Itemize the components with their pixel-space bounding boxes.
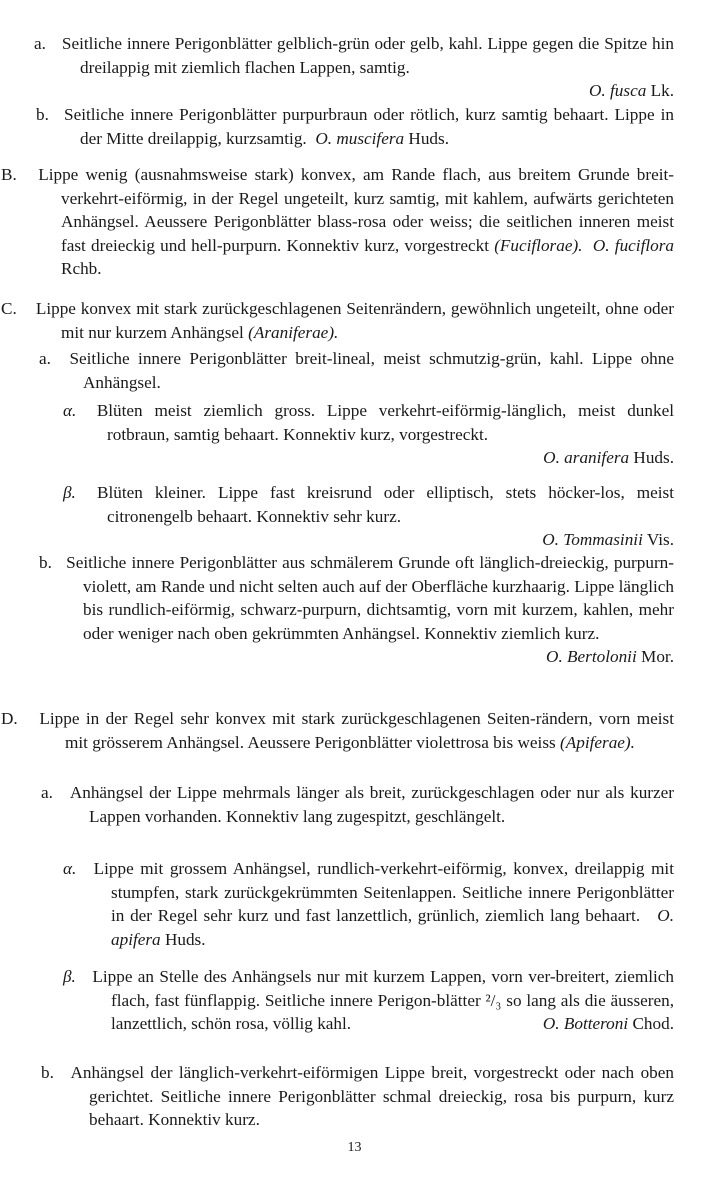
key-entry-B-fuciflorae: B. Lippe wenig (ausnahmsweise stark) konvex, am Rande flach, aus breitem Grunde breit-verkehrt-eiförmig, in der Regel ungeteilt, kurz samtig, mit kahlem, aufwärts gerichteten Anhängsel. Aeussere Perigonblätter blass-rosa oder weiss; die seitlichen inneren meist fast dreieckig und hell-purpurn. Konnektiv kurz, vorgestreckt (Fuciflorae). O. fuciflora Rchb. — [1, 165, 674, 279]
fraction: ²/₃ — [485, 990, 502, 1010]
species-author: Mor. — [641, 647, 674, 667]
species-author: Chod. — [632, 1014, 674, 1034]
group-name: (Apiferae). — [560, 732, 635, 752]
species-author: Huds. — [164, 929, 206, 949]
key-entry-D-a-beta-botteroni: β. Lippe an Stelle des Anhängsels nur mit kurzem Lappen, vorn ver-breitert, ziemlich flach, fast fünflappig. Seitliche innere Perigon-blätter ²/₃ so lang als die äusseren, lanzettlich, schön rosa, völlig kahl. O. Botteroni Chod. — [111, 965, 674, 1036]
entry-text: Seitliche innere Perigonblätter aus schmälerem Grunde oft länglich-dreieckig, purpurn-violett, am Rande und nicht selten auch auf der Oberfläche kurzhaarig. Lippe länglich bis rundlich-eiförmig, schwarz-purpurn, dichtsamtig, vorn mit kurzem, kahlen, mehr oder weniger nach oben gekrümmten Anhängsel. Konnektiv ziemlich kurz. — [66, 553, 675, 643]
species-name: O. aranifera — [543, 448, 630, 468]
species-line — [80, 79, 674, 103]
species-name: O. Botteroni — [542, 1014, 629, 1034]
species-name: O. muscifera — [315, 128, 405, 148]
key-entry-D-apiferae: D. Lippe in der Regel sehr konvex mit stark zurückgeschlagenen Seiten-rändern, vorn meist mit grösserem Anhängsel. Aeussere Perigonblätter violettrosa bis weiss (Apiferae). — [1, 709, 675, 752]
entry-text: Lippe konvex mit stark zurückgeschlagenen Seitenrändern, gewöhnlich ungeteilt, ohne oder mit nur kurzem Anhängsel — [35, 299, 674, 342]
species-line — [83, 645, 674, 669]
key-entry-D-b: b. Anhängsel der länglich-verkehrt-eiförmigen Lippe breit, vorgestreckt oder nach oben gerichtet. Seitliche innere Perigonblätter schmal dreieckig, rosa bis purpurn, kurz behaart. Konnektiv kurz. — [41, 1063, 674, 1130]
entry-text: Lippe wenig (ausnahmsweise stark) konvex, am Rande flach, aus breitem Grunde breit-verkehrt-eiförmig, in der Regel ungeteilt, kurz samtig, mit kahlem, aufwärts gerichteten Anhängsel. Aeussere Perigonblätter blass-rosa oder weiss; die seitlichen inneren meist fast dreieckig und hell-purpurn. Konnektiv kurz, vorgestreckt — [38, 165, 674, 255]
species-name: O. fusca — [589, 81, 647, 101]
key-entry-C-a-beta-tommasinii: β. Blüten kleiner. Lippe fast kreisrund oder elliptisch, stets höcker-los, meist citronengelb behaart. Konnektiv sehr kurz. O. Tommasinii Vis. — [107, 481, 674, 552]
species-line — [107, 446, 674, 470]
species-author: Lk. — [650, 81, 674, 101]
species-author: Vis. — [646, 530, 674, 550]
species-name: O. apifera — [111, 906, 675, 949]
entry-text-before: Lippe an Stelle des Anhängsels nur mit kurzem Lappen, vorn ver-breitert, ziemlich flach, fast fünflappig. Seitliche innere Perigon-blätter — [92, 967, 674, 1010]
group-name: (Araniferae). — [248, 322, 339, 342]
key-entry-D-a: a. Anhängsel der Lippe mehrmals länger als breit, zurückgeschlagen oder nur als kurzer Lappen vorhanden. Konnektiv lang zugespitzt, geschlängelt. — [41, 783, 674, 826]
species-name: O. fuciflora — [592, 235, 674, 255]
species-author: Huds. — [408, 128, 450, 148]
species-author: Rchb. — [61, 259, 102, 279]
entry-text-after: so lang als die äusseren, lanzettlich, schön rosa, völlig kahl. — [111, 990, 674, 1034]
key-entry-b-muscifera: b. Seitliche innere Perigonblätter purpurbraun oder rötlich, kurz samtig behaart. Lippe in der Mitte dreilappig, kurzsamtig. O. muscifera Huds. — [36, 105, 675, 148]
species-name: O. Bertolonii — [546, 647, 637, 667]
species-inline — [311, 129, 449, 148]
entry-text: Blüten meist ziemlich gross. Lippe verkehrt-eiförmig-länglich, meist dunkel rotbraun, samtig behaart. Konnektiv kurz, vorgestreckt. — [96, 401, 674, 444]
entry-text: Seitliche innere Perigonblätter purpurbraun oder rötlich, kurz samtig behaart. Lippe in der Mitte dreilappig, kurzsamtig. — [64, 105, 675, 148]
entry-text: Seitliche innere Perigonblätter gelblich-grün oder gelb, kahl. Lippe gegen die Spitze hin dreilappig mit ziemlich flachen Lappen, samtig. — [61, 34, 674, 77]
key-entry-a-fusca: a. Seitliche innere Perigonblätter gelblich-grün oder gelb, kahl. Lippe gegen die Spitze hin dreilappig mit ziemlich flachen Lappen, samtig. O. fusca Lk. — [80, 32, 674, 103]
key-entry-C-araniferae: C. Lippe konvex mit stark zurückgeschlagenen Seitenrändern, gewöhnlich ungeteilt, ohne oder mit nur kurzem Anhängsel (Araniferae). — [1, 299, 674, 342]
species-author: Huds. — [633, 448, 674, 468]
species-inline — [542, 1012, 674, 1036]
entry-text: Anhängsel der länglich-verkehrt-eiförmigen Lippe breit, vorgestreckt oder nach oben gerichtet. Seitliche innere Perigonblätter schmal dreieckig, rosa bis purpurn, kurz behaart. Konnektiv kurz. — [70, 1063, 674, 1130]
key-entry-C-a: a. Seitliche innere Perigonblätter breit-lineal, meist schmutzig-grün, kahl. Lippe ohne Anhängsel. — [39, 349, 674, 392]
species-line — [107, 528, 674, 552]
entry-text: Lippe in der Regel sehr konvex mit stark zurückgeschlagenen Seiten-rändern, vorn meist mit grösserem Anhängsel. Aeussere Perigonblätter violettrosa bis weiss — [39, 709, 675, 752]
key-entry-C-a-alpha-aranifera: α. Blüten meist ziemlich gross. Lippe verkehrt-eiförmig-länglich, meist dunkel rotbraun, samtig behaart. Konnektiv kurz, vorgestreckt. O. aranifera Huds. — [107, 399, 674, 470]
key-entry-D-a-alpha-apifera: α. Lippe mit grossem Anhängsel, rundlich-verkehrt-eiförmig, konvex, dreilappig mit stumpfen, stark zurückgekrümmten Seitenlappen. Seitliche innere Perigonblätter in der Regel sehr kurz und fast lanzettlich, grünlich, ziemlich lang behaart. O. apifera Huds. — [63, 859, 675, 949]
entry-text: Blüten kleiner. Lippe fast kreisrund oder elliptisch, stets höcker-los, meist citronengelb behaart. Konnektiv sehr kurz. — [97, 483, 674, 526]
page-number: 13 — [347, 1140, 362, 1155]
key-entry-C-b-bertolonii: b. Seitliche innere Perigonblätter aus schmälerem Grunde oft länglich-dreieckig, purpurn-violett, am Rande und nicht selten auch auf der Oberfläche kurzhaarig. Lippe länglich bis rundlich-eiförmig, schwarz-purpurn, dichtsamtig, vorn mit kurzem, kahlen, mehr oder weniger nach oben gekrümmten Anhängsel. Konnektiv ziemlich kurz. O. Bertolonii Mor. — [83, 551, 674, 669]
entry-text: Lippe mit grossem Anhängsel, rundlich-verkehrt-eiförmig, konvex, dreilappig mit stumpfen, stark zurückgekrümmten Seitenlappen. Seitliche innere Perigonblätter in der Regel sehr kurz und fast lanzettlich, grünlich, ziemlich lang behaart. — [93, 859, 674, 926]
entry-text: Seitliche innere Perigonblätter breit-lineal, meist schmutzig-grün, kahl. Lippe ohne Anhängsel. — [69, 349, 674, 392]
group-name: (Fuciflorae). — [494, 235, 583, 255]
entry-text: Anhängsel der Lippe mehrmals länger als breit, zurückgeschlagen oder nur als kurzer Lappen vorhanden. Konnektiv lang zugespitzt, geschlängelt. — [69, 783, 674, 826]
species-name: O. Tommasinii — [542, 530, 643, 550]
